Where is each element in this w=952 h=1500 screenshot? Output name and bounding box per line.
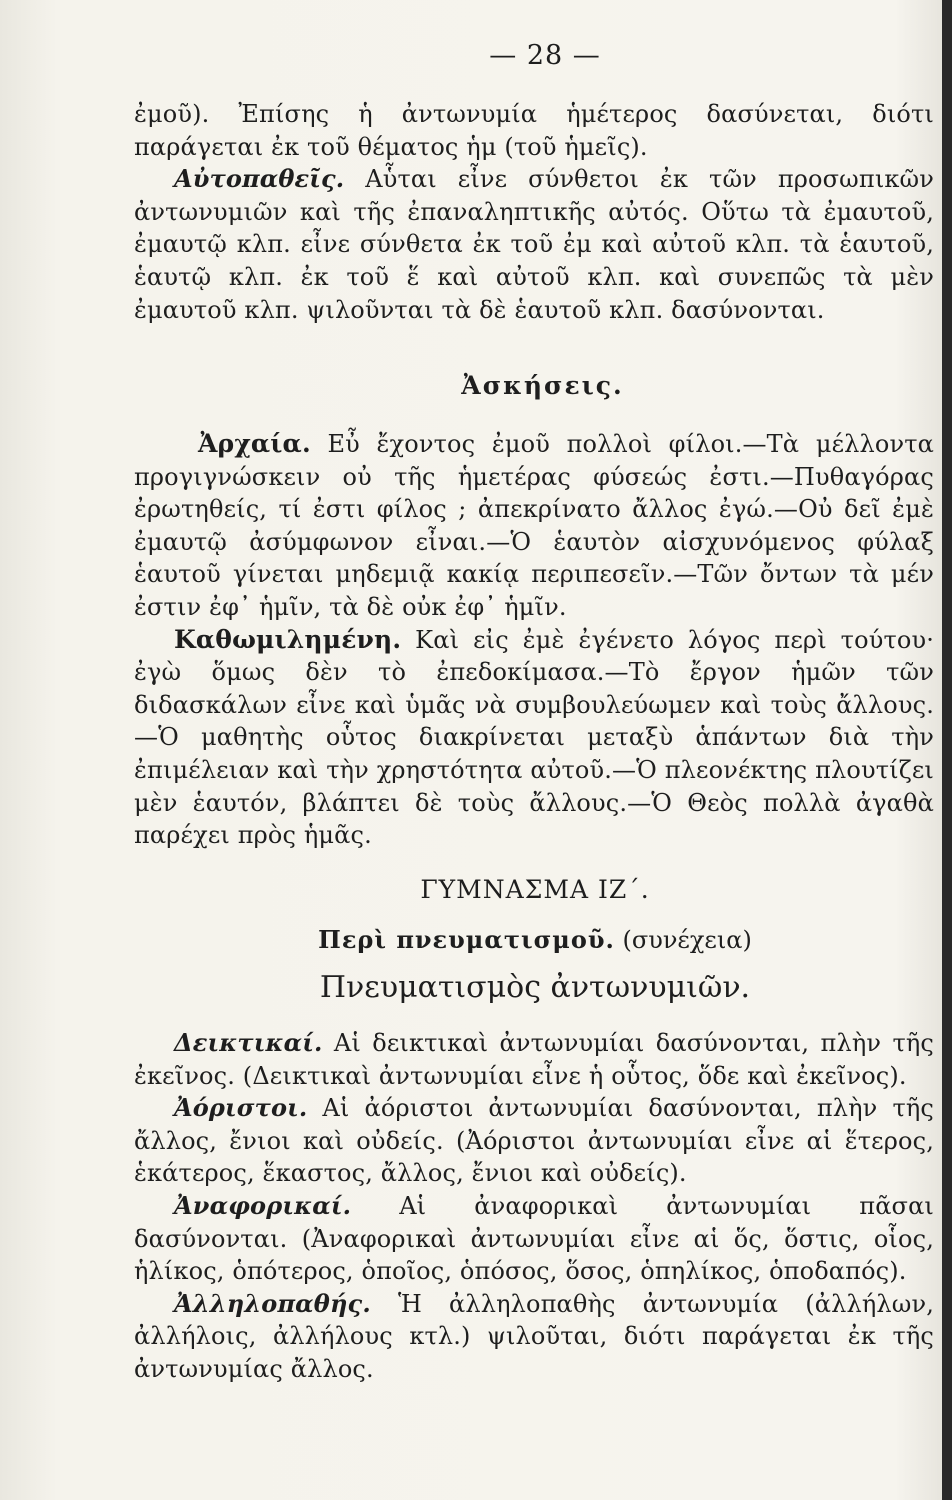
paragraph-text: Αὗται εἶνε σύνθετοι ἐκ τῶν προσωπικῶν ἀντωνυμιῶν καὶ τῆς ἐπαναληπτικῆς αὐτός. Οὕτω τὰ ἐμαυτοῦ, ἐμαυτῷ κλπ. εἶνε σύνθετα ἐκ τοῦ ἐμ καὶ αὐτοῦ κλπ. τὰ ἑαυτοῦ, ἑαυτῷ κλπ. ἐκ τοῦ ἕ καὶ αὐτοῦ κλπ. καὶ συνεπῶς τὰ μὲν ἐμαυτοῦ κλπ. ψιλοῦνται τὰ δὲ ἑαυτοῦ κλπ. δασύνονται. bbox=[134, 165, 934, 324]
term-kathomilimeni: Καθωμιλημένη. bbox=[174, 624, 402, 654]
gymnasma-heading: ΓΥΜΝΑΣΜΑ ΙΖ΄. bbox=[420, 875, 650, 904]
term-autopatheis: Αὐτοπαθεῖς. bbox=[174, 164, 345, 194]
page-edge bbox=[942, 0, 952, 1500]
paragraph-text: Εὖ ἔχοντος ἐμοῦ πολλοὶ φίλοι.—Τὰ μέλλοντα προγιγνώσκειν οὐ τῆς ἡμετέρας φύσεώς ἐστι.—Πυθαγόρας ἐρωτηθείς, τί ἐστι φίλος ; ἀπεκρίνατο ἄλλος ἐγώ.—Οὐ δεῖ ἐμὲ ἐμαυτῷ ἀσύμφωνον εἶναι.—Ὁ ἑαυτὸν αἰσχυνόμενος φύλαξ ἑαυτοῦ γίνεται μηδεμιᾷ κακίᾳ περιπεσεῖν.—Τῶν ὄντων τὰ μέν ἐστιν ἐφ᾽ ἡμῖν, τὰ δὲ οὐκ ἐφ᾽ ἡμῖν. bbox=[134, 430, 934, 621]
paragraph-autopatheis bbox=[134, 163, 934, 326]
exercises-heading: Ἀσκήσεις. bbox=[461, 371, 624, 400]
paragraph-archaia bbox=[134, 428, 934, 624]
paragraph-deiktikai bbox=[134, 1027, 934, 1092]
term-aoristoi: Ἀόριστοι. bbox=[174, 1093, 308, 1123]
pneumatismos-heading: Πνευματισμὸς ἀντωνυμιῶν. bbox=[319, 970, 751, 1005]
peri-bold: Περὶ πνευματισμοῦ. bbox=[318, 925, 615, 954]
peri-continuation: (συνέχεια) bbox=[614, 926, 752, 954]
term-allilopathis: Ἀλληλοπαθής. bbox=[174, 1288, 371, 1318]
paragraph-text: ἐμοῦ). Ἐπίσης ἡ ἀντωνυμία ἡμέτερος δασύνεται, διότι παράγεται ἐκ τοῦ θέματος ἡμ (τοῦ ἡμεῖς). bbox=[134, 100, 934, 161]
section-exercises bbox=[134, 428, 934, 852]
term-archaia: Ἀρχαία. bbox=[198, 429, 311, 458]
paragraph-text: Καὶ εἰς ἐμὲ ἐγένετο λόγος περὶ τούτου· ἐγὼ ὅμως δὲν τὸ ἐπεδοκίμασα.—Τὸ ἔργον ἡμῶν τῶν διδασκάλων εἶνε καὶ ὑμᾶς νὰ συμβουλεύωμεν καὶ τοὺς ἄλλους.—Ὁ μαθητὴς οὗτος διακρίνεται μεταξὺ ἁπάντων διὰ τὴν ἐπιμέλειαν καὶ τὴν χρηστότητα αὐτοῦ.—Ὁ πλεονέκτης πλουτίζει μὲν ἑαυτόν, βλάπτει δὲ τοὺς ἄλλους.—Ὁ Θεὸς πολλὰ ἀγαθὰ παρέχει πρὸς ἡμᾶς. bbox=[134, 625, 934, 850]
paragraph-text: Αἱ ἀναφορικαὶ ἀντωνυμίαι πᾶσαι δασύνονται. (Ἀναφορικαὶ ἀντωνυμίαι εἶνε αἱ ὅς, ὅστις, οἷος, ἡλίκος, ὁπότερος, ὁποῖος, ὁπόσος, ὅσος, ὁπηλίκος, ὁποδαπός). bbox=[134, 1191, 934, 1286]
paragraph-text: Αἱ ἀόριστοι ἀντωνυμίαι δασύνονται, πλὴν τῆς ἄλλος, ἔνιοι καὶ οὐδείς. (Ἀόριστοι ἀντωνυμίαι εἶνε αἱ ἕτερος, ἑκάτερος, ἕκαστος, ἄλλος, ἔνιοι καὶ οὐδείς). bbox=[134, 1094, 934, 1188]
section-pronouns-intro bbox=[134, 98, 934, 326]
term-anaforikai: Ἀναφορικαί. bbox=[174, 1190, 352, 1220]
paragraph-aoristoi bbox=[134, 1092, 934, 1190]
section-pneumatismos bbox=[134, 1027, 934, 1386]
term-deiktikai: Δεικτικαί. bbox=[174, 1028, 323, 1057]
paragraph-anaforikai bbox=[134, 1190, 934, 1288]
paragraph-text: Ἡ ἀλληλοπαθὴς ἀντωνυμία (ἀλλήλων, ἀλλήλοις, ἀλλήλους κτλ.) ψιλοῦται, διότι παράγεται ἐκ τῆς ἀντωνυμίας ἄλλος. bbox=[134, 1289, 934, 1383]
paragraph-allilopathis bbox=[134, 1288, 934, 1386]
paragraph-text: Αἱ δεικτικαὶ ἀντωνυμίαι δασύνονται, πλὴν τῆς ἐκεῖνος. (Δεικτικαὶ ἀντωνυμίαι εἶνε ἡ οὗτος, ὅδε καὶ ἐκεῖνος). bbox=[134, 1029, 934, 1090]
paragraph-hemeteros bbox=[134, 98, 934, 163]
page-number: — 28 — bbox=[489, 40, 601, 71]
peri-pneumatismou-heading bbox=[0, 925, 952, 954]
paragraph-kathomilimeni bbox=[134, 624, 934, 852]
